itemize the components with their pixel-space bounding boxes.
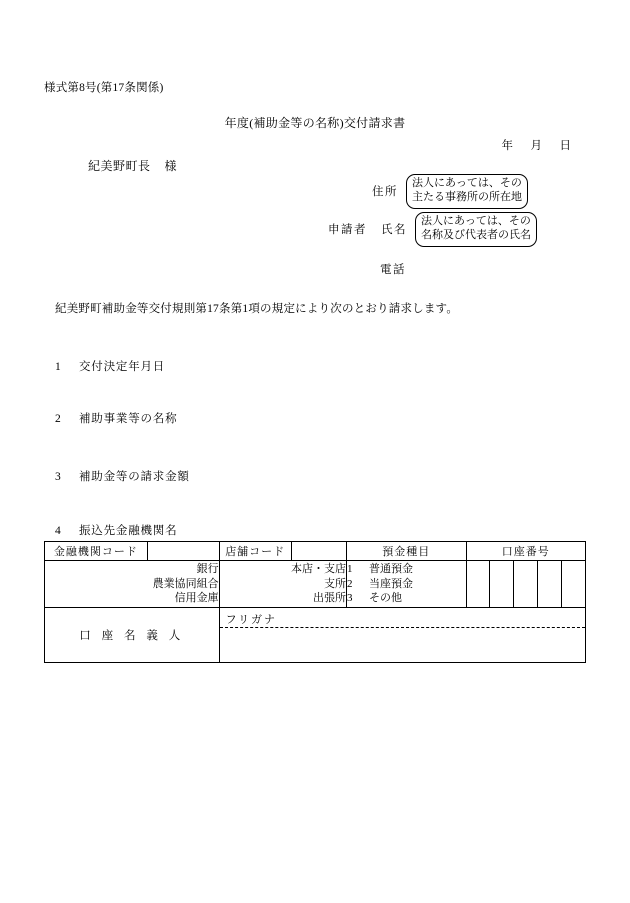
addressee [88, 157, 177, 174]
account-number-cells[interactable] [466, 561, 585, 608]
address-box-line2: 主たる事務所の所在地 [412, 190, 522, 203]
address-box-line1: 法人にあっては、その [412, 177, 522, 189]
clause-text: 紀美野町補助金等交付規則第17条第1項の規定により次のとおり請求します。 [55, 303, 459, 315]
item-3-label: 補助金等の請求金額 [79, 471, 190, 483]
form-id: 様式第8号(第17条関係) [44, 82, 164, 94]
bank-kind-3[interactable]: 信用金庫 [174, 592, 219, 605]
address-row [372, 174, 528, 209]
applicant-label [328, 221, 407, 237]
account-digit-1[interactable] [467, 561, 491, 607]
account-digit-5[interactable] [562, 561, 585, 607]
item-4-number: 4 [55, 525, 62, 537]
bank-kind-2[interactable]: 農業協同組合 [152, 577, 219, 590]
deposit-option-2-label: 当座預金 [369, 577, 414, 590]
bank-code-input[interactable] [147, 542, 219, 561]
item-2-label: 補助事業等の名称 [79, 413, 178, 425]
table-header-row [45, 542, 586, 561]
deposit-option-2-number: 2 [347, 577, 353, 590]
addressee-honorific: 様 [164, 159, 178, 173]
header-deposit-type: 預金種目 [347, 542, 467, 561]
account-digit-3[interactable] [514, 561, 538, 607]
item-3 [55, 468, 190, 484]
deposit-option-3-label: その他 [369, 592, 403, 605]
furigana-label: フリガナ [225, 614, 278, 626]
branch-kind-1[interactable]: 本店・支店 [291, 563, 347, 576]
account-holder-row [45, 608, 586, 663]
name-box-line2: 名称及び代表者の氏名 [421, 228, 531, 241]
header-branch-code: 店舗コード [219, 542, 291, 561]
date-line: 年 月 日 [501, 140, 574, 152]
address-box [406, 174, 528, 209]
item-2 [55, 410, 177, 426]
name-label: 氏名 [381, 224, 407, 237]
account-holder-label: 口 座 名 義 人 [45, 608, 220, 663]
deposit-option-2[interactable] [347, 577, 466, 592]
applicant-row [328, 212, 537, 247]
address-label: 住所 [372, 186, 398, 199]
furigana-divider [220, 627, 585, 628]
account-digit-4[interactable] [538, 561, 562, 607]
deposit-type-cell[interactable] [347, 561, 467, 608]
account-digit-2[interactable] [490, 561, 514, 607]
branch-kind-2[interactable]: 支所 [324, 577, 347, 590]
addressee-name: 紀美野町長 [88, 159, 151, 173]
item-1-label: 交付決定年月日 [79, 361, 166, 373]
item-1 [55, 358, 165, 374]
header-account-number: 口座番号 [466, 542, 585, 561]
item-4 [55, 522, 177, 538]
item-3-number: 3 [55, 471, 62, 483]
branch-kind-cell[interactable] [219, 561, 346, 608]
deposit-option-3[interactable] [347, 591, 466, 606]
deposit-option-1-label: 普通預金 [369, 563, 414, 576]
name-box [415, 212, 537, 247]
item-4-label: 振込先金融機関名 [79, 525, 178, 537]
tel-label: 電話 [380, 264, 406, 276]
deposit-option-3-number: 3 [347, 592, 353, 605]
bank-table [44, 541, 586, 663]
name-box-line1: 法人にあっては、その [421, 215, 531, 227]
page-title: 年度(補助金等の名称)交付請求書 [224, 116, 406, 130]
branch-code-input[interactable] [291, 542, 346, 561]
table-body-row [45, 561, 586, 608]
branch-kind-3[interactable]: 出張所 [313, 592, 347, 605]
bank-kind-cell[interactable] [45, 561, 220, 608]
applicant-text: 申請者 [328, 224, 367, 237]
item-2-number: 2 [55, 413, 62, 425]
bank-kind-1[interactable]: 銀行 [196, 563, 219, 576]
deposit-option-1[interactable] [347, 562, 466, 577]
deposit-option-1-number: 1 [347, 563, 353, 576]
header-bank-code: 金融機関コード [45, 542, 148, 561]
account-holder-input[interactable] [219, 608, 585, 663]
item-1-number: 1 [55, 361, 62, 373]
